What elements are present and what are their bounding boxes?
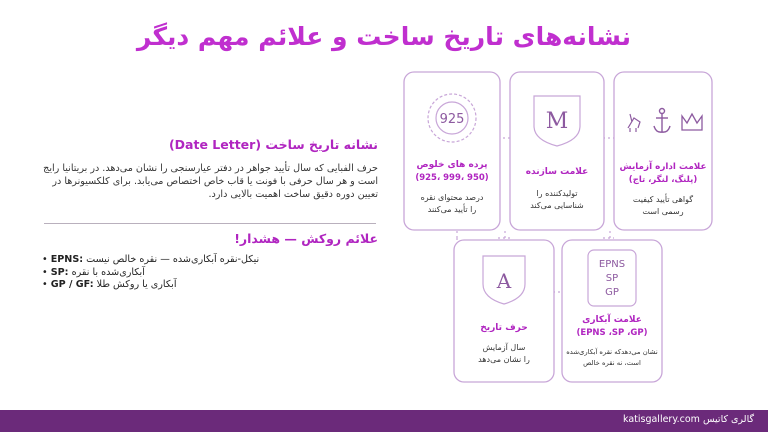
date-letter-heading: نشانه تاریخ ساخت (Date Letter)	[168, 137, 378, 152]
plating-icon-line-2: SP	[605, 273, 619, 284]
list-item: • GP / GF: آبکاری یا روکش طلا	[42, 279, 177, 290]
plating-card-subtitle: (EPNS ،SP ،GP)	[576, 328, 648, 338]
assay-office-title: علامت اداره آزمایش	[619, 162, 707, 172]
plating-icon-line-1: EPNS	[598, 259, 626, 270]
plating-heading: علائم روکش — هشدار!	[234, 231, 378, 246]
assay-office-desc-2: رسمی است	[642, 207, 684, 216]
card-maker	[510, 72, 604, 230]
plating-list	[42, 254, 382, 292]
date-letter-desc-2: را نشان می‌دهد	[478, 355, 530, 364]
page-title: نشانه‌های تاریخ ساخت و علائم مهم دیگر	[136, 22, 632, 51]
purity-title: پرده های خلوص	[416, 160, 488, 170]
purity-icon-text: 925	[439, 112, 465, 127]
plating-text: آبکاری‌شده با نقره	[71, 266, 145, 278]
maker-icon-text: M	[545, 109, 569, 134]
plating-text: آبکاری یا روکش طلا	[96, 279, 177, 290]
plating-code: SP:	[50, 266, 69, 278]
plating-desc-1: نشان می‌دهدکه نقره آبکاری‌شده	[566, 348, 658, 356]
card-plating	[562, 240, 662, 382]
plating-desc-2: است، نه نقره خالص	[583, 359, 641, 367]
footer-bar	[0, 410, 768, 432]
card-assay-office	[614, 72, 712, 230]
purity-subtitle: (925، 999، 950)	[415, 173, 489, 183]
date-letter-paragraph: حرف الفبایی که سال تأیید جواهر در دفتر عیارسنجی را نشان می‌دهد. در بریتانیا رایج است و هر سال حرفی با فونت یا قاب خاص اختصاص می‌یابد. برای کلکسیونرها در تعیین دوره دقیق ساخت اهمیت بالایی دارد.	[43, 163, 378, 200]
assay-office-subtitle: (پلنگ، لنگر، تاج)	[628, 175, 698, 185]
assay-office-desc-1: گواهی تأیید کیفیت	[632, 195, 694, 204]
card-date-letter	[454, 240, 554, 382]
list-item: • EPNS: نیکل-نقره آبکاری‌شده — نقره خالص نیست	[42, 254, 260, 265]
maker-desc-1: تولیدکننده را	[536, 189, 578, 198]
plating-text: نیکل-نقره آبکاری‌شده — نقره خالص نیست	[86, 254, 260, 265]
hallmarks-diagram	[400, 66, 716, 384]
plating-card-title: علامت آبکاری	[582, 315, 642, 325]
date-letter-icon-text: A	[496, 269, 512, 293]
list-item: • SP: آبکاری‌شده با نقره	[42, 266, 145, 278]
plating-icon-line-3: GP	[605, 287, 619, 298]
date-letter-card-title: حرف تاریخ	[480, 323, 528, 333]
card-purity	[404, 72, 500, 230]
plating-code: GP / GF:	[50, 279, 94, 290]
footer-brand[interactable]: گالری کاتیس katisgallery.com	[622, 414, 754, 425]
maker-title: علامت سازنده	[525, 167, 589, 177]
purity-desc-2: را تأیید می‌کنند	[427, 205, 477, 214]
date-letter-desc-1: سال آزمایش	[482, 343, 526, 352]
section-divider	[44, 223, 376, 224]
plating-code: EPNS:	[50, 254, 84, 265]
purity-desc-1: درصد محتوای نقره	[420, 193, 484, 202]
maker-desc-2: شناسایی می‌کند	[530, 201, 584, 210]
